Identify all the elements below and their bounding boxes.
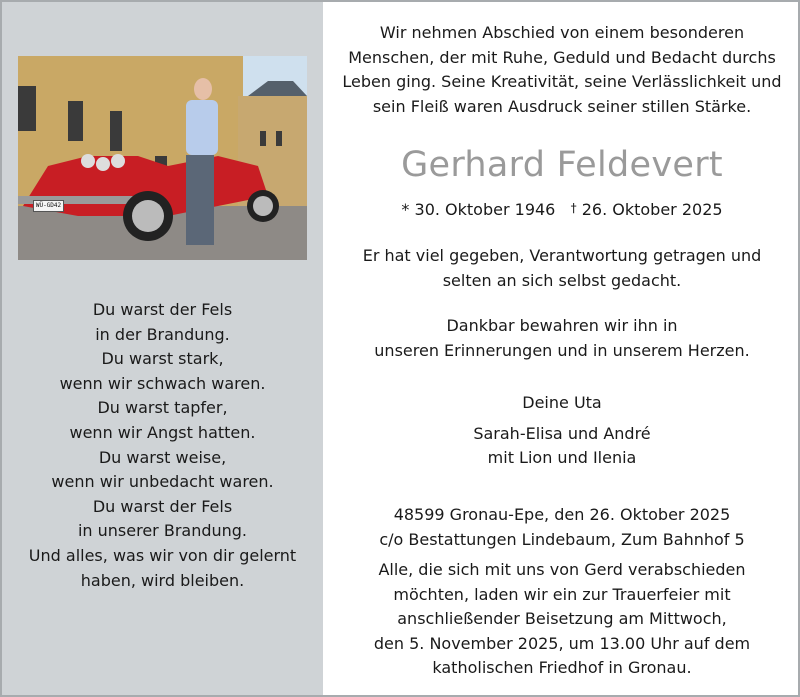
portrait-photo <box>18 56 307 260</box>
poem-line: Du warst der Fels <box>92 300 233 319</box>
poem-line: wenn wir Angst hatten. <box>69 422 256 442</box>
quote-2 <box>326 314 798 363</box>
birth-symbol: * <box>401 200 410 219</box>
quote-line: Dankbar bewahren wir ihn in <box>446 316 678 335</box>
quote-line: Er hat viel gegeben, Verantwortung getragen und <box>362 246 762 265</box>
poem <box>2 298 323 593</box>
place-date-line: 48599 Gronau-Epe, den 26. Oktober 2025 <box>393 505 731 524</box>
poem-line: wenn wir schwach waren. <box>59 373 266 393</box>
poem-line: Du warst tapfer, <box>97 398 228 418</box>
intro-text <box>326 21 798 119</box>
quote-1 <box>326 244 798 293</box>
mourner: Deine Uta <box>522 393 602 412</box>
quote-line: unseren Erinnerungen und in unserem Herzen. <box>374 340 750 360</box>
poem-line: haben, wird bleiben. <box>80 570 245 590</box>
death-symbol: † <box>570 201 577 215</box>
poem-line: Du warst der Fels <box>92 496 233 516</box>
mourners <box>326 391 798 471</box>
poem-line: wenn wir unbedacht waren. <box>51 472 274 492</box>
funeral-info <box>326 558 798 681</box>
mourner: mit Lion und Ilenia <box>487 448 637 467</box>
intro-line: sein Fleiß waren Ausdruck seiner stillen Stärke. <box>372 96 752 116</box>
poem-line: in unserer Brandung. <box>77 521 248 541</box>
mourner: Sarah-Elisa und André <box>473 423 651 443</box>
quote-line: selten an sich selbst gedacht. <box>442 270 682 290</box>
funeral-line: katholischen Friedhof in Gronau. <box>432 658 692 677</box>
poem-line: Du warst weise, <box>98 447 227 467</box>
poem-line: Du warst stark, <box>101 349 224 369</box>
funeral-line: anschließender Beisetzung am Mittwoch, <box>397 609 727 628</box>
place-date <box>326 503 798 552</box>
birth-date: 30. Oktober 1946 <box>414 200 556 219</box>
poem-line: Und alles, was wir von dir gelernt <box>28 545 297 565</box>
address-line: c/o Bestattungen Lindebaum, Zum Bahnhof 5 <box>379 529 745 549</box>
life-dates <box>326 196 798 223</box>
poem-line: in der Brandung. <box>95 324 230 344</box>
intro-line: Leben ging. Seine Kreativität, seine Verlässlichkeit und <box>342 72 782 91</box>
funeral-line: möchten, laden wir ein zur Trauerfeier mit <box>393 584 731 604</box>
intro-line: Wir nehmen Abschied von einem besonderen <box>379 23 745 42</box>
death-date: 26. Oktober 2025 <box>581 200 723 219</box>
funeral-line: Alle, die sich mit uns von Gerd verabschieden <box>378 560 746 579</box>
intro-line: Menschen, der mit Ruhe, Geduld und Bedacht durchs <box>348 47 776 67</box>
license-plate: WÜ-GD42 <box>33 200 64 212</box>
funeral-line: den 5. November 2025, um 13.00 Uhr auf dem <box>373 633 751 653</box>
deceased-name: Gerhard Feldevert <box>401 145 723 185</box>
